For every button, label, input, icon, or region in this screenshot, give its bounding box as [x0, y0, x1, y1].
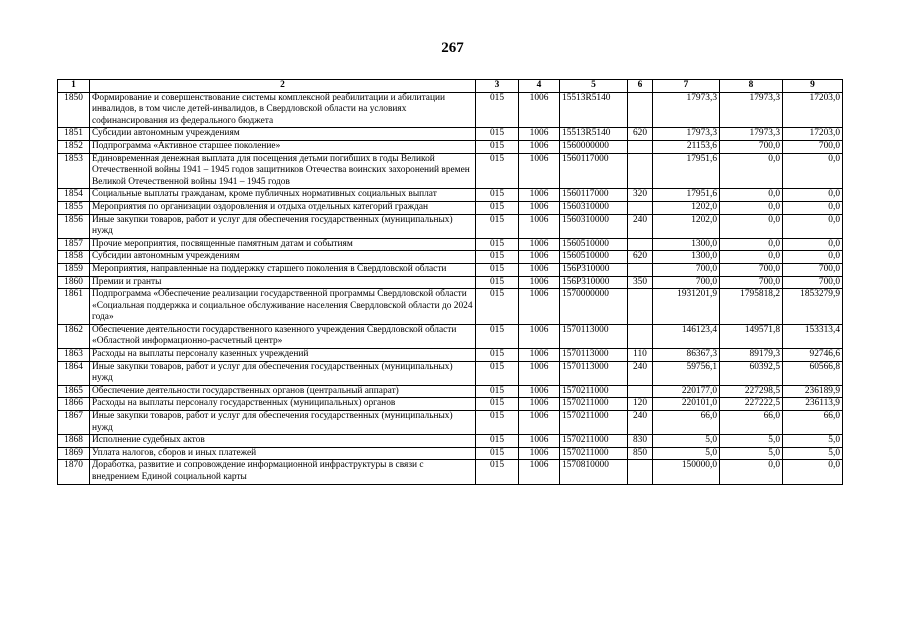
amount-year3-cell: 236113,9: [783, 398, 843, 411]
ministry-code-cell: 015: [476, 276, 519, 289]
table-row: [58, 214, 843, 238]
ministry-code-cell: 015: [476, 361, 519, 385]
row-number-cell: 1852: [58, 140, 90, 153]
row-number-cell: 1866: [58, 398, 90, 411]
item-name-cell: Обеспечение деятельности государственного казенного учреждения Свердловской области «Областной информационно-расчетный центр»: [90, 324, 476, 348]
amount-year2-cell: 0,0: [720, 460, 783, 484]
item-name-cell: Подпрограмма «Обеспечение реализации государственной программы Свердловской области «Социальная поддержка и социальное обслуживание населения Свердловской области до 2024 года»: [90, 289, 476, 325]
amount-year3-cell: 0,0: [783, 460, 843, 484]
target-article-cell: 1560510000: [560, 238, 628, 251]
expense-type-cell: [628, 238, 653, 251]
amount-year2-cell: 0,0: [720, 214, 783, 238]
expense-type-cell: 240: [628, 361, 653, 385]
table-row: [58, 128, 843, 141]
ministry-code-cell: 015: [476, 411, 519, 435]
section-code-cell: 1006: [519, 128, 560, 141]
amount-year2-cell: 60392,5: [720, 361, 783, 385]
target-article-cell: 1570211000: [560, 435, 628, 448]
amount-year3-cell: 5,0: [783, 435, 843, 448]
table-row: [58, 324, 843, 348]
target-article-cell: 1570211000: [560, 447, 628, 460]
row-number-cell: 1853: [58, 153, 90, 189]
expense-type-cell: 120: [628, 398, 653, 411]
amount-year1-cell: 1202,0: [653, 201, 720, 214]
table-row: [58, 251, 843, 264]
ministry-code-cell: 015: [476, 435, 519, 448]
section-code-cell: 1006: [519, 435, 560, 448]
row-number-cell: 1859: [58, 263, 90, 276]
item-name-cell: Субсидии автономным учреждениям: [90, 251, 476, 264]
table-row: [58, 435, 843, 448]
expense-type-cell: 620: [628, 128, 653, 141]
amount-year1-cell: 220177,0: [653, 385, 720, 398]
amount-year1-cell: 1300,0: [653, 251, 720, 264]
item-name-cell: Социальные выплаты гражданам, кроме публичных нормативных социальных выплат: [90, 189, 476, 202]
row-number-cell: 1861: [58, 289, 90, 325]
target-article-cell: 1560310000: [560, 214, 628, 238]
item-name-cell: Исполнение судебных актов: [90, 435, 476, 448]
amount-year1-cell: 700,0: [653, 276, 720, 289]
amount-year2-cell: 66,0: [720, 411, 783, 435]
row-number-cell: 1867: [58, 411, 90, 435]
ministry-code-cell: 015: [476, 201, 519, 214]
target-article-cell: 1570000000: [560, 289, 628, 325]
amount-year2-cell: 5,0: [720, 447, 783, 460]
expense-type-cell: 620: [628, 251, 653, 264]
amount-year3-cell: 66,0: [783, 411, 843, 435]
header-cell: 9: [783, 80, 843, 93]
expense-type-cell: [628, 153, 653, 189]
amount-year3-cell: 700,0: [783, 140, 843, 153]
table-row: [58, 398, 843, 411]
item-name-cell: Иные закупки товаров, работ и услуг для обеспечения государственных (муниципальных) нужд: [90, 361, 476, 385]
table-row: [58, 238, 843, 251]
amount-year3-cell: 0,0: [783, 214, 843, 238]
target-article-cell: 1570113000: [560, 349, 628, 362]
row-number-cell: 1870: [58, 460, 90, 484]
amount-year2-cell: 0,0: [720, 251, 783, 264]
header-cell: 2: [90, 80, 476, 93]
amount-year3-cell: 1853279,9: [783, 289, 843, 325]
row-number-cell: 1865: [58, 385, 90, 398]
table-row: [58, 411, 843, 435]
expense-type-cell: 850: [628, 447, 653, 460]
amount-year2-cell: 0,0: [720, 238, 783, 251]
amount-year1-cell: 1931201,9: [653, 289, 720, 325]
item-name-cell: Расходы на выплаты персоналу государственных (муниципальных) органов: [90, 398, 476, 411]
ministry-code-cell: 015: [476, 92, 519, 128]
amount-year1-cell: 146123,4: [653, 324, 720, 348]
amount-year3-cell: 17203,0: [783, 92, 843, 128]
amount-year1-cell: 1300,0: [653, 238, 720, 251]
item-name-cell: Мероприятия, направленные на поддержку старшего поколения в Свердловской области: [90, 263, 476, 276]
item-name-cell: Иные закупки товаров, работ и услуг для обеспечения государственных (муниципальных) нужд: [90, 214, 476, 238]
item-name-cell: Обеспечение деятельности государственных органов (центральный аппарат): [90, 385, 476, 398]
header-cell: 6: [628, 80, 653, 93]
target-article-cell: 1570211000: [560, 411, 628, 435]
amount-year2-cell: 0,0: [720, 189, 783, 202]
amount-year2-cell: 227298,5: [720, 385, 783, 398]
row-number-cell: 1856: [58, 214, 90, 238]
ministry-code-cell: 015: [476, 289, 519, 325]
section-code-cell: 1006: [519, 214, 560, 238]
budget-table: [57, 79, 843, 485]
section-code-cell: 1006: [519, 238, 560, 251]
amount-year2-cell: 700,0: [720, 140, 783, 153]
section-code-cell: 1006: [519, 201, 560, 214]
item-name-cell: Прочие мероприятия, посвященные памятным датам и событиям: [90, 238, 476, 251]
section-code-cell: 1006: [519, 398, 560, 411]
amount-year3-cell: 92746,6: [783, 349, 843, 362]
expense-type-cell: [628, 460, 653, 484]
row-number-cell: 1855: [58, 201, 90, 214]
target-article-cell: 1560510000: [560, 251, 628, 264]
item-name-cell: Уплата налогов, сборов и иных платежей: [90, 447, 476, 460]
section-code-cell: 1006: [519, 251, 560, 264]
amount-year3-cell: 0,0: [783, 189, 843, 202]
ministry-code-cell: 015: [476, 324, 519, 348]
amount-year1-cell: 17973,3: [653, 128, 720, 141]
amount-year1-cell: 17951,6: [653, 153, 720, 189]
target-article-cell: 1570211000: [560, 398, 628, 411]
section-code-cell: 1006: [519, 447, 560, 460]
item-name-cell: Подпрограмма «Активное старшее поколение»: [90, 140, 476, 153]
expense-type-cell: 830: [628, 435, 653, 448]
section-code-cell: 1006: [519, 153, 560, 189]
item-name-cell: Иные закупки товаров, работ и услуг для обеспечения государственных (муниципальных) нужд: [90, 411, 476, 435]
amount-year3-cell: 0,0: [783, 153, 843, 189]
row-number-cell: 1857: [58, 238, 90, 251]
section-code-cell: 1006: [519, 460, 560, 484]
target-article-cell: 1560310000: [560, 201, 628, 214]
ministry-code-cell: 015: [476, 251, 519, 264]
amount-year3-cell: 17203,0: [783, 128, 843, 141]
table-row: [58, 276, 843, 289]
amount-year3-cell: 153313,4: [783, 324, 843, 348]
amount-year1-cell: 17951,6: [653, 189, 720, 202]
amount-year1-cell: 5,0: [653, 447, 720, 460]
row-number-cell: 1862: [58, 324, 90, 348]
amount-year1-cell: 59756,1: [653, 361, 720, 385]
ministry-code-cell: 015: [476, 153, 519, 189]
amount-year3-cell: 0,0: [783, 201, 843, 214]
header-cell: 8: [720, 80, 783, 93]
expense-type-cell: 350: [628, 276, 653, 289]
section-code-cell: 1006: [519, 263, 560, 276]
item-name-cell: Формирование и совершенствование системы комплексной реабилитации и абилитации инвалидов, в том числе детей-инвалидов, в Свердловской области на условиях софинансирования из федерального бюджета: [90, 92, 476, 128]
amount-year2-cell: 149571,8: [720, 324, 783, 348]
table-row: [58, 92, 843, 128]
header-cell: 3: [476, 80, 519, 93]
section-code-cell: 1006: [519, 276, 560, 289]
table-row: [58, 349, 843, 362]
item-name-cell: Премии и гранты: [90, 276, 476, 289]
item-name-cell: Расходы на выплаты персоналу казенных учреждений: [90, 349, 476, 362]
table-row: [58, 189, 843, 202]
item-name-cell: Доработка, развитие и сопровождение информационной инфраструктуры в связи с внедрением Единой социальной карты: [90, 460, 476, 484]
target-article-cell: 1570211000: [560, 385, 628, 398]
amount-year1-cell: 150000,0: [653, 460, 720, 484]
amount-year2-cell: 0,0: [720, 153, 783, 189]
ministry-code-cell: 015: [476, 460, 519, 484]
expense-type-cell: [628, 201, 653, 214]
amount-year3-cell: 0,0: [783, 238, 843, 251]
row-number-cell: 1860: [58, 276, 90, 289]
amount-year1-cell: 21153,6: [653, 140, 720, 153]
section-code-cell: 1006: [519, 361, 560, 385]
amount-year1-cell: 1202,0: [653, 214, 720, 238]
target-article-cell: 1570113000: [560, 361, 628, 385]
header-cell: 5: [560, 80, 628, 93]
amount-year1-cell: 17973,3: [653, 92, 720, 128]
expense-type-cell: [628, 263, 653, 276]
amount-year2-cell: 89179,3: [720, 349, 783, 362]
header-cell: 1: [58, 80, 90, 93]
amount-year2-cell: 1795818,2: [720, 289, 783, 325]
ministry-code-cell: 015: [476, 128, 519, 141]
expense-type-cell: [628, 289, 653, 325]
expense-type-cell: [628, 140, 653, 153]
target-article-cell: 15513R5140: [560, 128, 628, 141]
section-code-cell: 1006: [519, 349, 560, 362]
ministry-code-cell: 015: [476, 398, 519, 411]
ministry-code-cell: 015: [476, 349, 519, 362]
ministry-code-cell: 015: [476, 263, 519, 276]
section-code-cell: 1006: [519, 385, 560, 398]
amount-year2-cell: 0,0: [720, 201, 783, 214]
target-article-cell: 1570810000: [560, 460, 628, 484]
expense-type-cell: 320: [628, 189, 653, 202]
table-header-row: [58, 80, 843, 93]
amount-year1-cell: 700,0: [653, 263, 720, 276]
ministry-code-cell: 015: [476, 214, 519, 238]
table-row: [58, 140, 843, 153]
amount-year2-cell: 17973,3: [720, 128, 783, 141]
header-cell: 7: [653, 80, 720, 93]
amount-year1-cell: 220101,0: [653, 398, 720, 411]
amount-year3-cell: 5,0: [783, 447, 843, 460]
target-article-cell: 1560117000: [560, 153, 628, 189]
table-row: [58, 447, 843, 460]
section-code-cell: 1006: [519, 289, 560, 325]
target-article-cell: 156P310000: [560, 263, 628, 276]
target-article-cell: 1570113000: [560, 324, 628, 348]
row-number-cell: 1850: [58, 92, 90, 128]
table-row: [58, 153, 843, 189]
section-code-cell: 1006: [519, 92, 560, 128]
amount-year3-cell: 236189,9: [783, 385, 843, 398]
target-article-cell: 156P310000: [560, 276, 628, 289]
row-number-cell: 1854: [58, 189, 90, 202]
ministry-code-cell: 015: [476, 447, 519, 460]
expense-type-cell: 240: [628, 214, 653, 238]
amount-year2-cell: 227222,5: [720, 398, 783, 411]
table-row: [58, 460, 843, 484]
ministry-code-cell: 015: [476, 385, 519, 398]
ministry-code-cell: 015: [476, 140, 519, 153]
expense-type-cell: [628, 92, 653, 128]
ministry-code-cell: 015: [476, 189, 519, 202]
item-name-cell: Мероприятия по организации оздоровления и отдыха отдельных категорий граждан: [90, 201, 476, 214]
expense-type-cell: [628, 324, 653, 348]
amount-year2-cell: 700,0: [720, 276, 783, 289]
target-article-cell: 1560000000: [560, 140, 628, 153]
amount-year1-cell: 86367,3: [653, 349, 720, 362]
table-row: [58, 263, 843, 276]
row-number-cell: 1869: [58, 447, 90, 460]
section-code-cell: 1006: [519, 411, 560, 435]
row-number-cell: 1851: [58, 128, 90, 141]
header-cell: 4: [519, 80, 560, 93]
expense-type-cell: 240: [628, 411, 653, 435]
table-row: [58, 289, 843, 325]
row-number-cell: 1858: [58, 251, 90, 264]
expense-type-cell: 110: [628, 349, 653, 362]
table-row: [58, 201, 843, 214]
item-name-cell: Субсидии автономным учреждениям: [90, 128, 476, 141]
row-number-cell: 1864: [58, 361, 90, 385]
item-name-cell: Единовременная денежная выплата для посещения детьми погибших в годы Великой Отечественной войны 1941 – 1945 годов защитников Отечества воинских захоронений времен Великой Отечественной войны 1941 – 1945 годов: [90, 153, 476, 189]
row-number-cell: 1868: [58, 435, 90, 448]
table-row: [58, 361, 843, 385]
amount-year1-cell: 66,0: [653, 411, 720, 435]
amount-year3-cell: 700,0: [783, 263, 843, 276]
section-code-cell: 1006: [519, 140, 560, 153]
table-row: [58, 385, 843, 398]
section-code-cell: 1006: [519, 324, 560, 348]
amount-year3-cell: 0,0: [783, 251, 843, 264]
row-number-cell: 1863: [58, 349, 90, 362]
amount-year1-cell: 5,0: [653, 435, 720, 448]
section-code-cell: 1006: [519, 189, 560, 202]
target-article-cell: 15513R5140: [560, 92, 628, 128]
amount-year2-cell: 17973,3: [720, 92, 783, 128]
expense-type-cell: [628, 385, 653, 398]
amount-year2-cell: 700,0: [720, 263, 783, 276]
amount-year3-cell: 700,0: [783, 276, 843, 289]
page-number: 267: [441, 40, 464, 56]
ministry-code-cell: 015: [476, 238, 519, 251]
target-article-cell: 1560117000: [560, 189, 628, 202]
amount-year3-cell: 60566,8: [783, 361, 843, 385]
amount-year2-cell: 5,0: [720, 435, 783, 448]
